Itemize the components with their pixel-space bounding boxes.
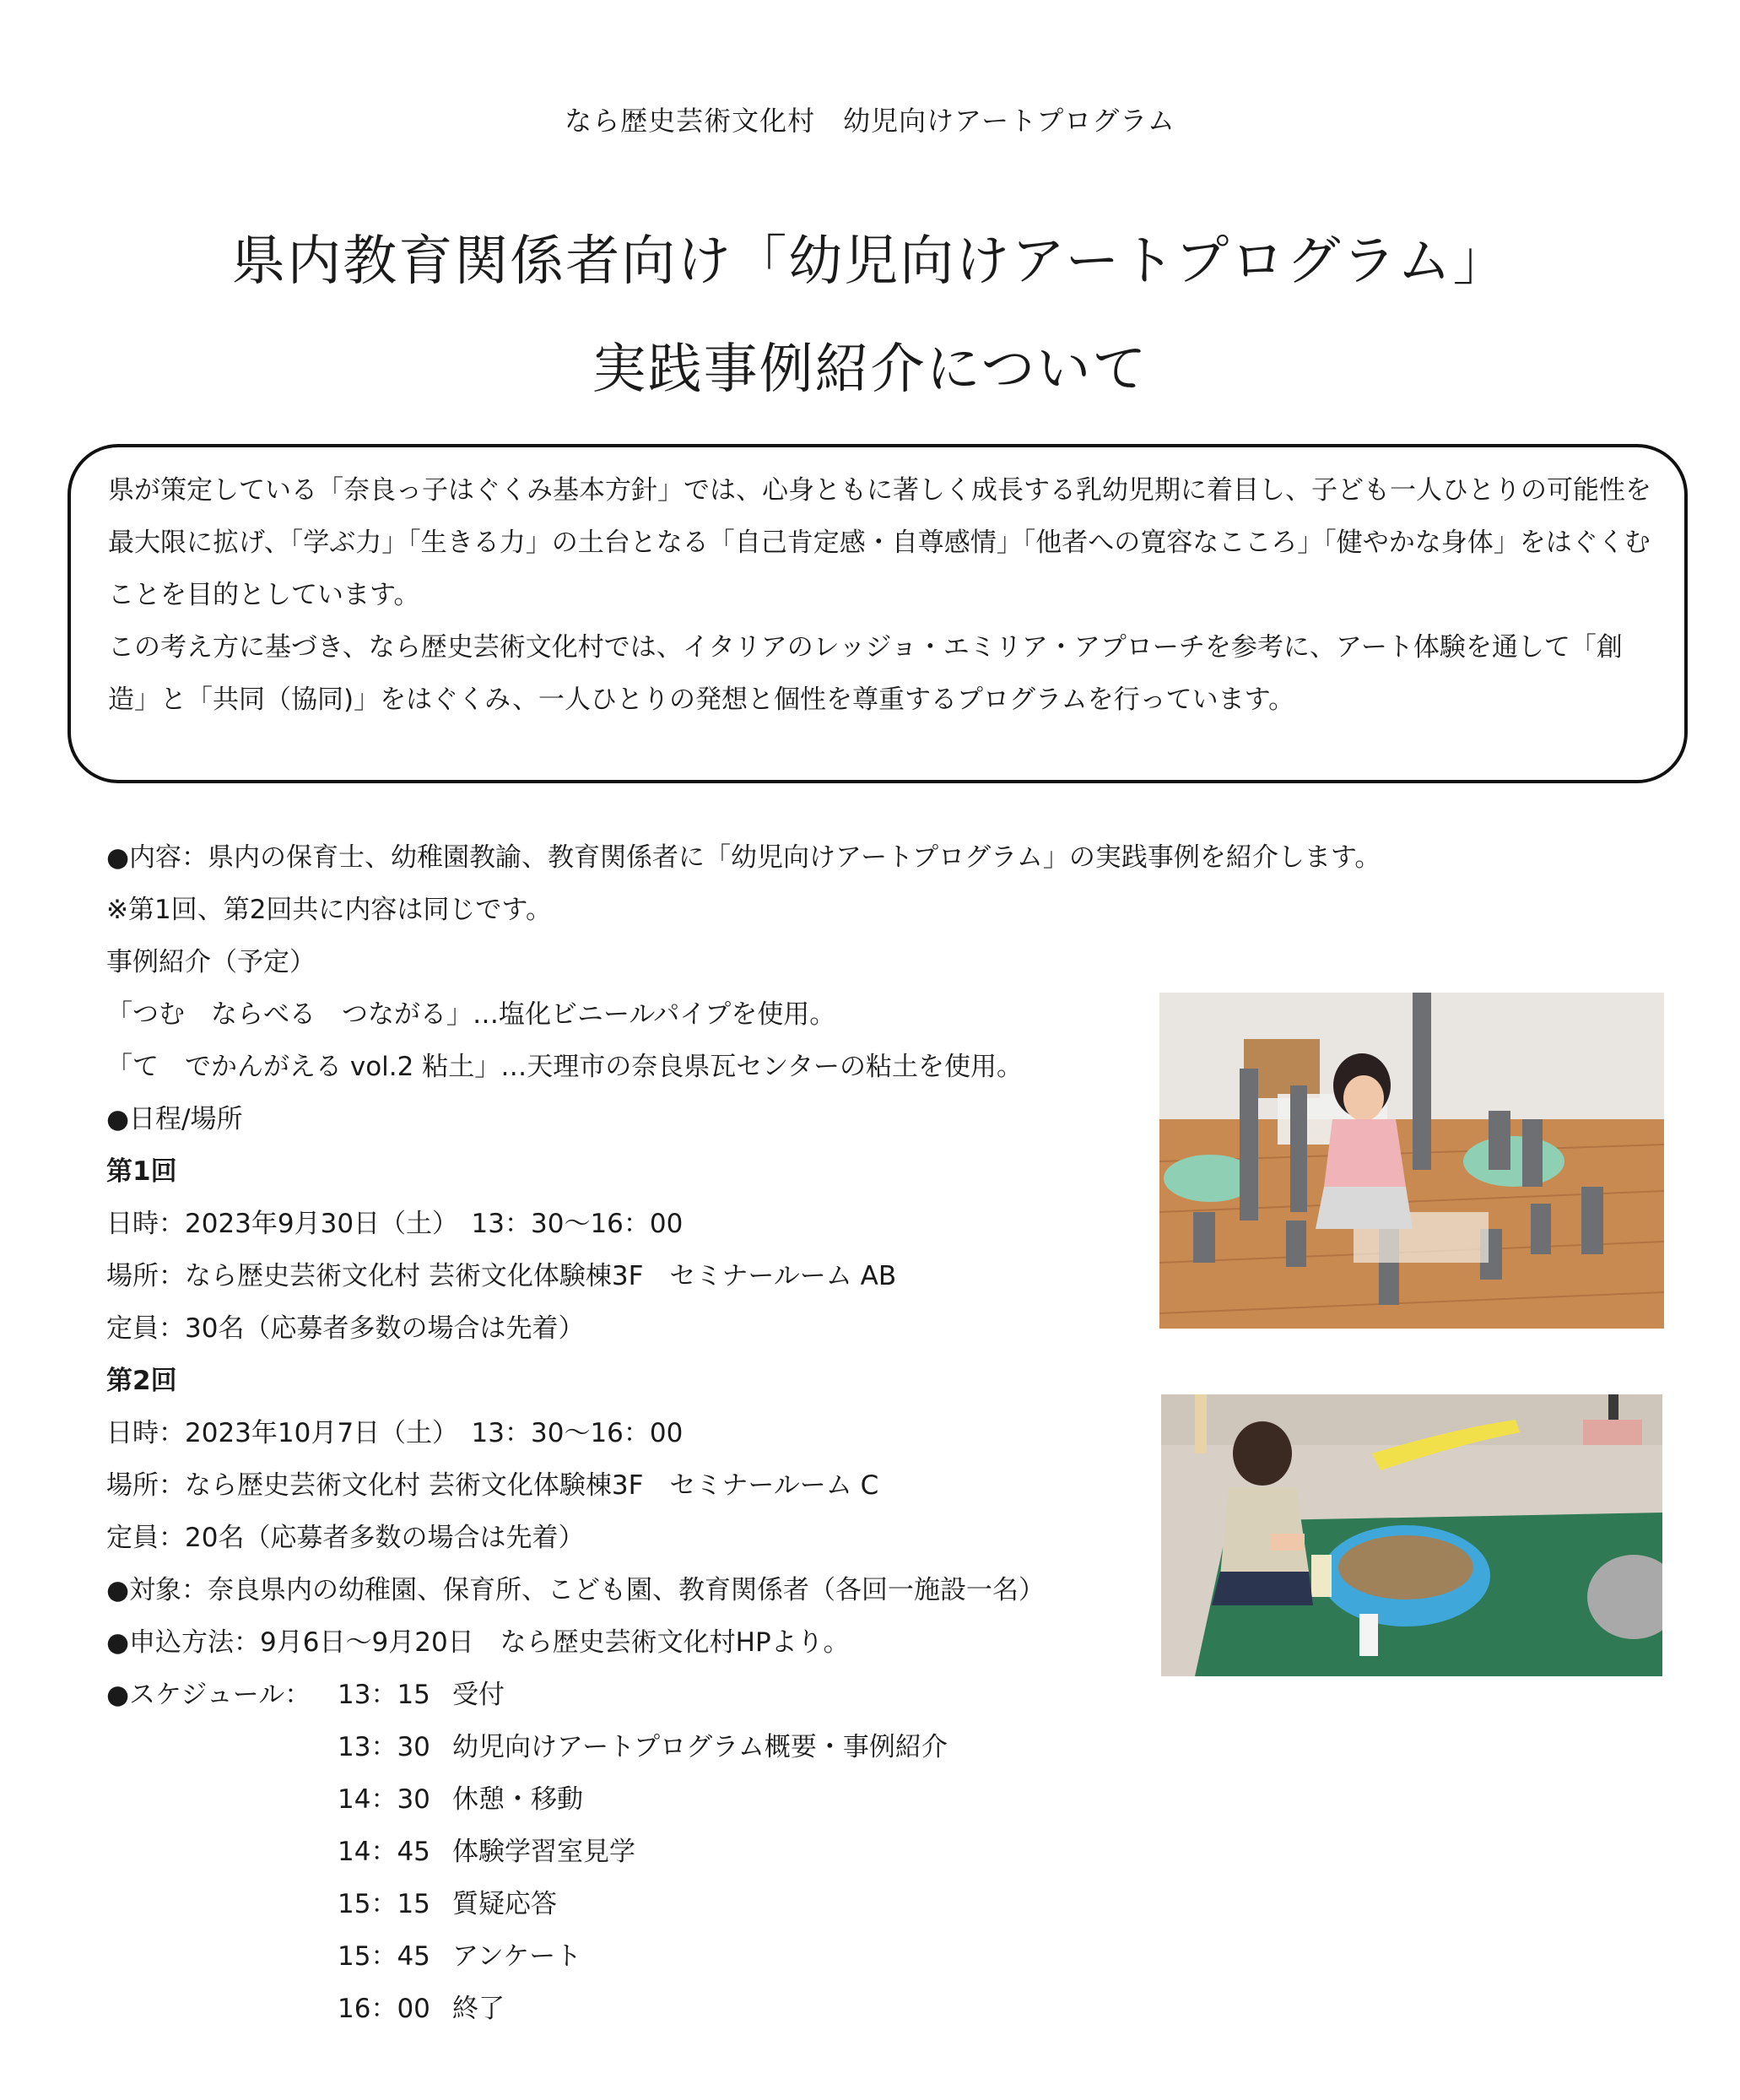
schedule-row bbox=[338, 1725, 948, 1763]
child-pvc-pipes-photo bbox=[1159, 993, 1664, 1329]
case-1: 「つむ ならべる つながる」…塩化ビニールパイプを使用。 bbox=[106, 999, 836, 1030]
schedule-time: 16：00 bbox=[338, 1994, 430, 2024]
schedule-row bbox=[338, 1830, 635, 1868]
schedule-time: 15：45 bbox=[338, 1941, 430, 1972]
schedule-row bbox=[338, 1882, 557, 1920]
page-title-line2: 実践事例紹介について bbox=[592, 338, 1148, 401]
schedule-label: ●スケジュール： bbox=[106, 1680, 311, 1710]
intro-paragraph-1: 県が策定している「奈良っ子はぐくみ基本方針」では、心身ともに著しく成長する乳幼児期に着目し、子ども一人ひとりの可能性を最大限に拡げ、「学ぶ力」「生きる力」の土台となる「自己肯定感・自尊感情」「他者への寛容なこころ」「健やかな身体」をはぐくむことを目的としています。 bbox=[108, 475, 1651, 610]
schedule-time: 13：15 bbox=[338, 1680, 430, 1710]
session-2-label: 第2回 bbox=[106, 1366, 177, 1396]
schedule-time: 14：45 bbox=[338, 1837, 430, 1867]
schedule-time: 15：15 bbox=[338, 1889, 430, 1919]
session-1-datetime: 日時：2023年9月30日（土） 13：30～16：00 bbox=[106, 1209, 684, 1239]
case-2: 「て でかんがえる vol.2 粘土」…天理市の奈良県瓦センターの粘土を使用。 bbox=[106, 1052, 1023, 1082]
schedule-row bbox=[338, 1673, 505, 1711]
apply-line: ●申込方法：9月6日～9月20日 なら歴史芸術文化村HPより。 bbox=[106, 1627, 850, 1658]
session-2-capacity: 定員：20名（応募者多数の場合は先着） bbox=[106, 1523, 585, 1553]
schedule-row bbox=[338, 1935, 581, 1973]
session-1-place: 場所：なら歴史芸術文化村 芸術文化体験棟3F セミナールーム AB bbox=[106, 1261, 897, 1291]
schedule-item: 受付 bbox=[452, 1680, 505, 1710]
note-line: ※第1回、第2回共に内容は同じです。 bbox=[106, 895, 552, 925]
schedule-item: アンケート bbox=[452, 1941, 582, 1972]
schedule-time: 13：30 bbox=[338, 1732, 430, 1762]
session-2-datetime: 日時：2023年10月7日（土） 13：30～16：00 bbox=[106, 1418, 684, 1448]
cases-heading: 事例紹介（予定） bbox=[106, 947, 316, 977]
schedule-row bbox=[338, 1987, 505, 2025]
schedule-row bbox=[338, 1778, 583, 1816]
session-2-place: 場所：なら歴史芸術文化村 芸術文化体験棟3F セミナールーム C bbox=[106, 1470, 879, 1501]
schedule-time: 14：30 bbox=[338, 1784, 430, 1815]
page-header: なら歴史芸術文化村 幼児向けアートプログラム bbox=[565, 105, 1175, 137]
schedule-item: 休憩・移動 bbox=[452, 1784, 583, 1815]
schedule-item: 体験学習室見学 bbox=[452, 1837, 635, 1867]
page-title-line1: 県内教育関係者向け「幼児向けアートプログラム」 bbox=[231, 230, 1509, 293]
child-clay-photo bbox=[1161, 1394, 1662, 1676]
session-1-label: 第1回 bbox=[106, 1156, 177, 1187]
schedule-place-heading: ●日程/場所 bbox=[106, 1104, 243, 1134]
schedule-item: 終了 bbox=[452, 1994, 505, 2024]
schedule-item: 幼児向けアートプログラム概要・事例紹介 bbox=[452, 1732, 948, 1762]
intro-paragraph-2: この考え方に基づき、なら歴史芸術文化村では、イタリアのレッジョ・エミリア・アプローチを参考に、アート体験を通して「創造」と「共同（協同)」をはぐくみ、一人ひとりの発想と個性を尊重するプログラムを行っています。 bbox=[108, 632, 1623, 715]
session-1-capacity: 定員：30名（応募者多数の場合は先着） bbox=[106, 1313, 585, 1344]
schedule-item: 質疑応答 bbox=[452, 1889, 557, 1919]
target-line: ●対象：奈良県内の幼稚園、保育所、こども園、教育関係者（各回一施設一名） bbox=[106, 1575, 1046, 1605]
intro-box bbox=[68, 444, 1688, 783]
content-line: ●内容：県内の保育士、幼稚園教諭、教育関係者に「幼児向けアートプログラム」の実践事例を紹介します。 bbox=[106, 842, 1381, 873]
